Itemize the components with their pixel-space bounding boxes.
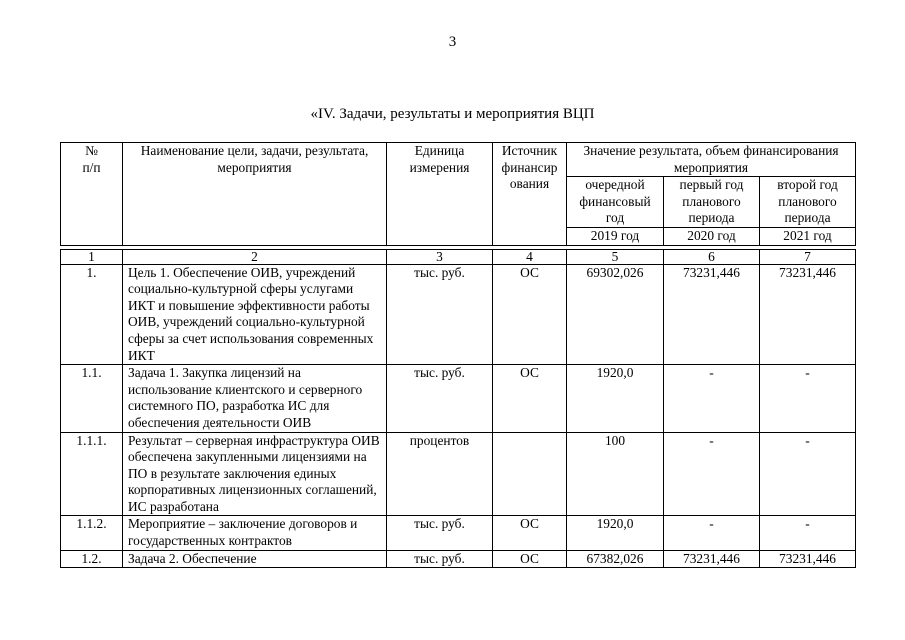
column-number: 4 bbox=[493, 249, 567, 264]
row-value-2019: 1920,0 bbox=[567, 365, 664, 432]
header-source-text: Источник финансир ования bbox=[501, 143, 558, 192]
table-row bbox=[61, 516, 856, 550]
header-name-text: Наименование цели, задачи, результата, мероприятия bbox=[140, 143, 369, 175]
row-source: ОС bbox=[493, 516, 567, 550]
row-value-2019: 100 bbox=[567, 432, 664, 516]
header-row-1 bbox=[61, 143, 856, 177]
header-num: № п/п bbox=[61, 143, 123, 246]
table-row bbox=[61, 365, 856, 432]
header-name bbox=[123, 143, 387, 246]
header-source bbox=[493, 143, 567, 246]
column-number: 6 bbox=[664, 249, 760, 264]
table-row bbox=[61, 264, 856, 365]
row-name: Задача 1. Закупка лицензий на использование клиентского и серверного системного ПО, разработка ИС для обеспечения деятельности ОИВ bbox=[123, 365, 387, 432]
row-num: 1. bbox=[61, 264, 123, 365]
row-value-2019: 1920,0 bbox=[567, 516, 664, 550]
row-unit: тыс. руб. bbox=[387, 264, 493, 365]
row-source: ОС bbox=[493, 264, 567, 365]
row-unit: процентов bbox=[387, 432, 493, 516]
page-number: 3 bbox=[448, 34, 457, 50]
table-row bbox=[61, 550, 856, 568]
row-value-2019: 67382,026 bbox=[567, 550, 664, 568]
row-num: 1.2. bbox=[61, 550, 123, 568]
row-value-2020: - bbox=[664, 516, 760, 550]
row-value-2020: 73231,446 bbox=[664, 264, 760, 365]
row-value-2021: 73231,446 bbox=[760, 550, 856, 568]
row-unit: тыс. руб. bbox=[387, 516, 493, 550]
row-num: 1.1.1. bbox=[61, 432, 123, 516]
header-unit-text: Единица измерения bbox=[409, 143, 470, 175]
header-year2-label: первый год планового периода bbox=[664, 177, 760, 228]
section-title: «IV. Задачи, результаты и мероприятия ВЦП bbox=[310, 106, 595, 122]
row-source bbox=[493, 432, 567, 516]
header-value-group-text: Значение результата, объем финансирования мероприятия bbox=[583, 143, 839, 175]
column-numbers-row bbox=[61, 249, 856, 264]
row-value-2020: - bbox=[664, 432, 760, 516]
row-num: 1.1. bbox=[61, 365, 123, 432]
row-value-2019: 69302,026 bbox=[567, 264, 664, 365]
row-value-2020: 73231,446 bbox=[664, 550, 760, 568]
row-source: ОС bbox=[493, 550, 567, 568]
header-year2: 2020 год bbox=[664, 227, 760, 245]
column-number: 1 bbox=[61, 249, 123, 264]
column-number: 7 bbox=[760, 249, 856, 264]
row-name: Задача 2. Обеспечение bbox=[123, 550, 387, 568]
row-value-2020: - bbox=[664, 365, 760, 432]
row-name: Цель 1. Обеспечение ОИВ, учреждений социально-культурной сферы услугами ИКТ и повышение эффективности работы ОИВ, учреждений социально-культурной сферы за счет использования современных ИКТ bbox=[123, 264, 387, 365]
row-num: 1.1.2. bbox=[61, 516, 123, 550]
tasks-results-table bbox=[60, 142, 856, 568]
column-number: 2 bbox=[123, 249, 387, 264]
row-unit: тыс. руб. bbox=[387, 550, 493, 568]
row-source: ОС bbox=[493, 365, 567, 432]
column-number: 3 bbox=[387, 249, 493, 264]
row-unit: тыс. руб. bbox=[387, 365, 493, 432]
header-year1-label: очередной финансовый год bbox=[567, 177, 664, 228]
row-name: Результат – серверная инфраструктура ОИВ обеспечена закупленными лицензиями на ПО в результате заключения единых корпоративных лицензионных соглашений, ИС разработана bbox=[123, 432, 387, 516]
row-name: Мероприятие – заключение договоров и государственных контрактов bbox=[123, 516, 387, 550]
header-year3: 2021 год bbox=[760, 227, 856, 245]
header-year3-label: второй год планового периода bbox=[760, 177, 856, 228]
row-value-2021: - bbox=[760, 432, 856, 516]
header-value-group bbox=[567, 143, 856, 177]
row-value-2021: 73231,446 bbox=[760, 264, 856, 365]
row-value-2021: - bbox=[760, 365, 856, 432]
row-value-2021: - bbox=[760, 516, 856, 550]
table-row bbox=[61, 432, 856, 516]
column-number: 5 bbox=[567, 249, 664, 264]
header-unit bbox=[387, 143, 493, 246]
header-year1: 2019 год bbox=[567, 227, 664, 245]
